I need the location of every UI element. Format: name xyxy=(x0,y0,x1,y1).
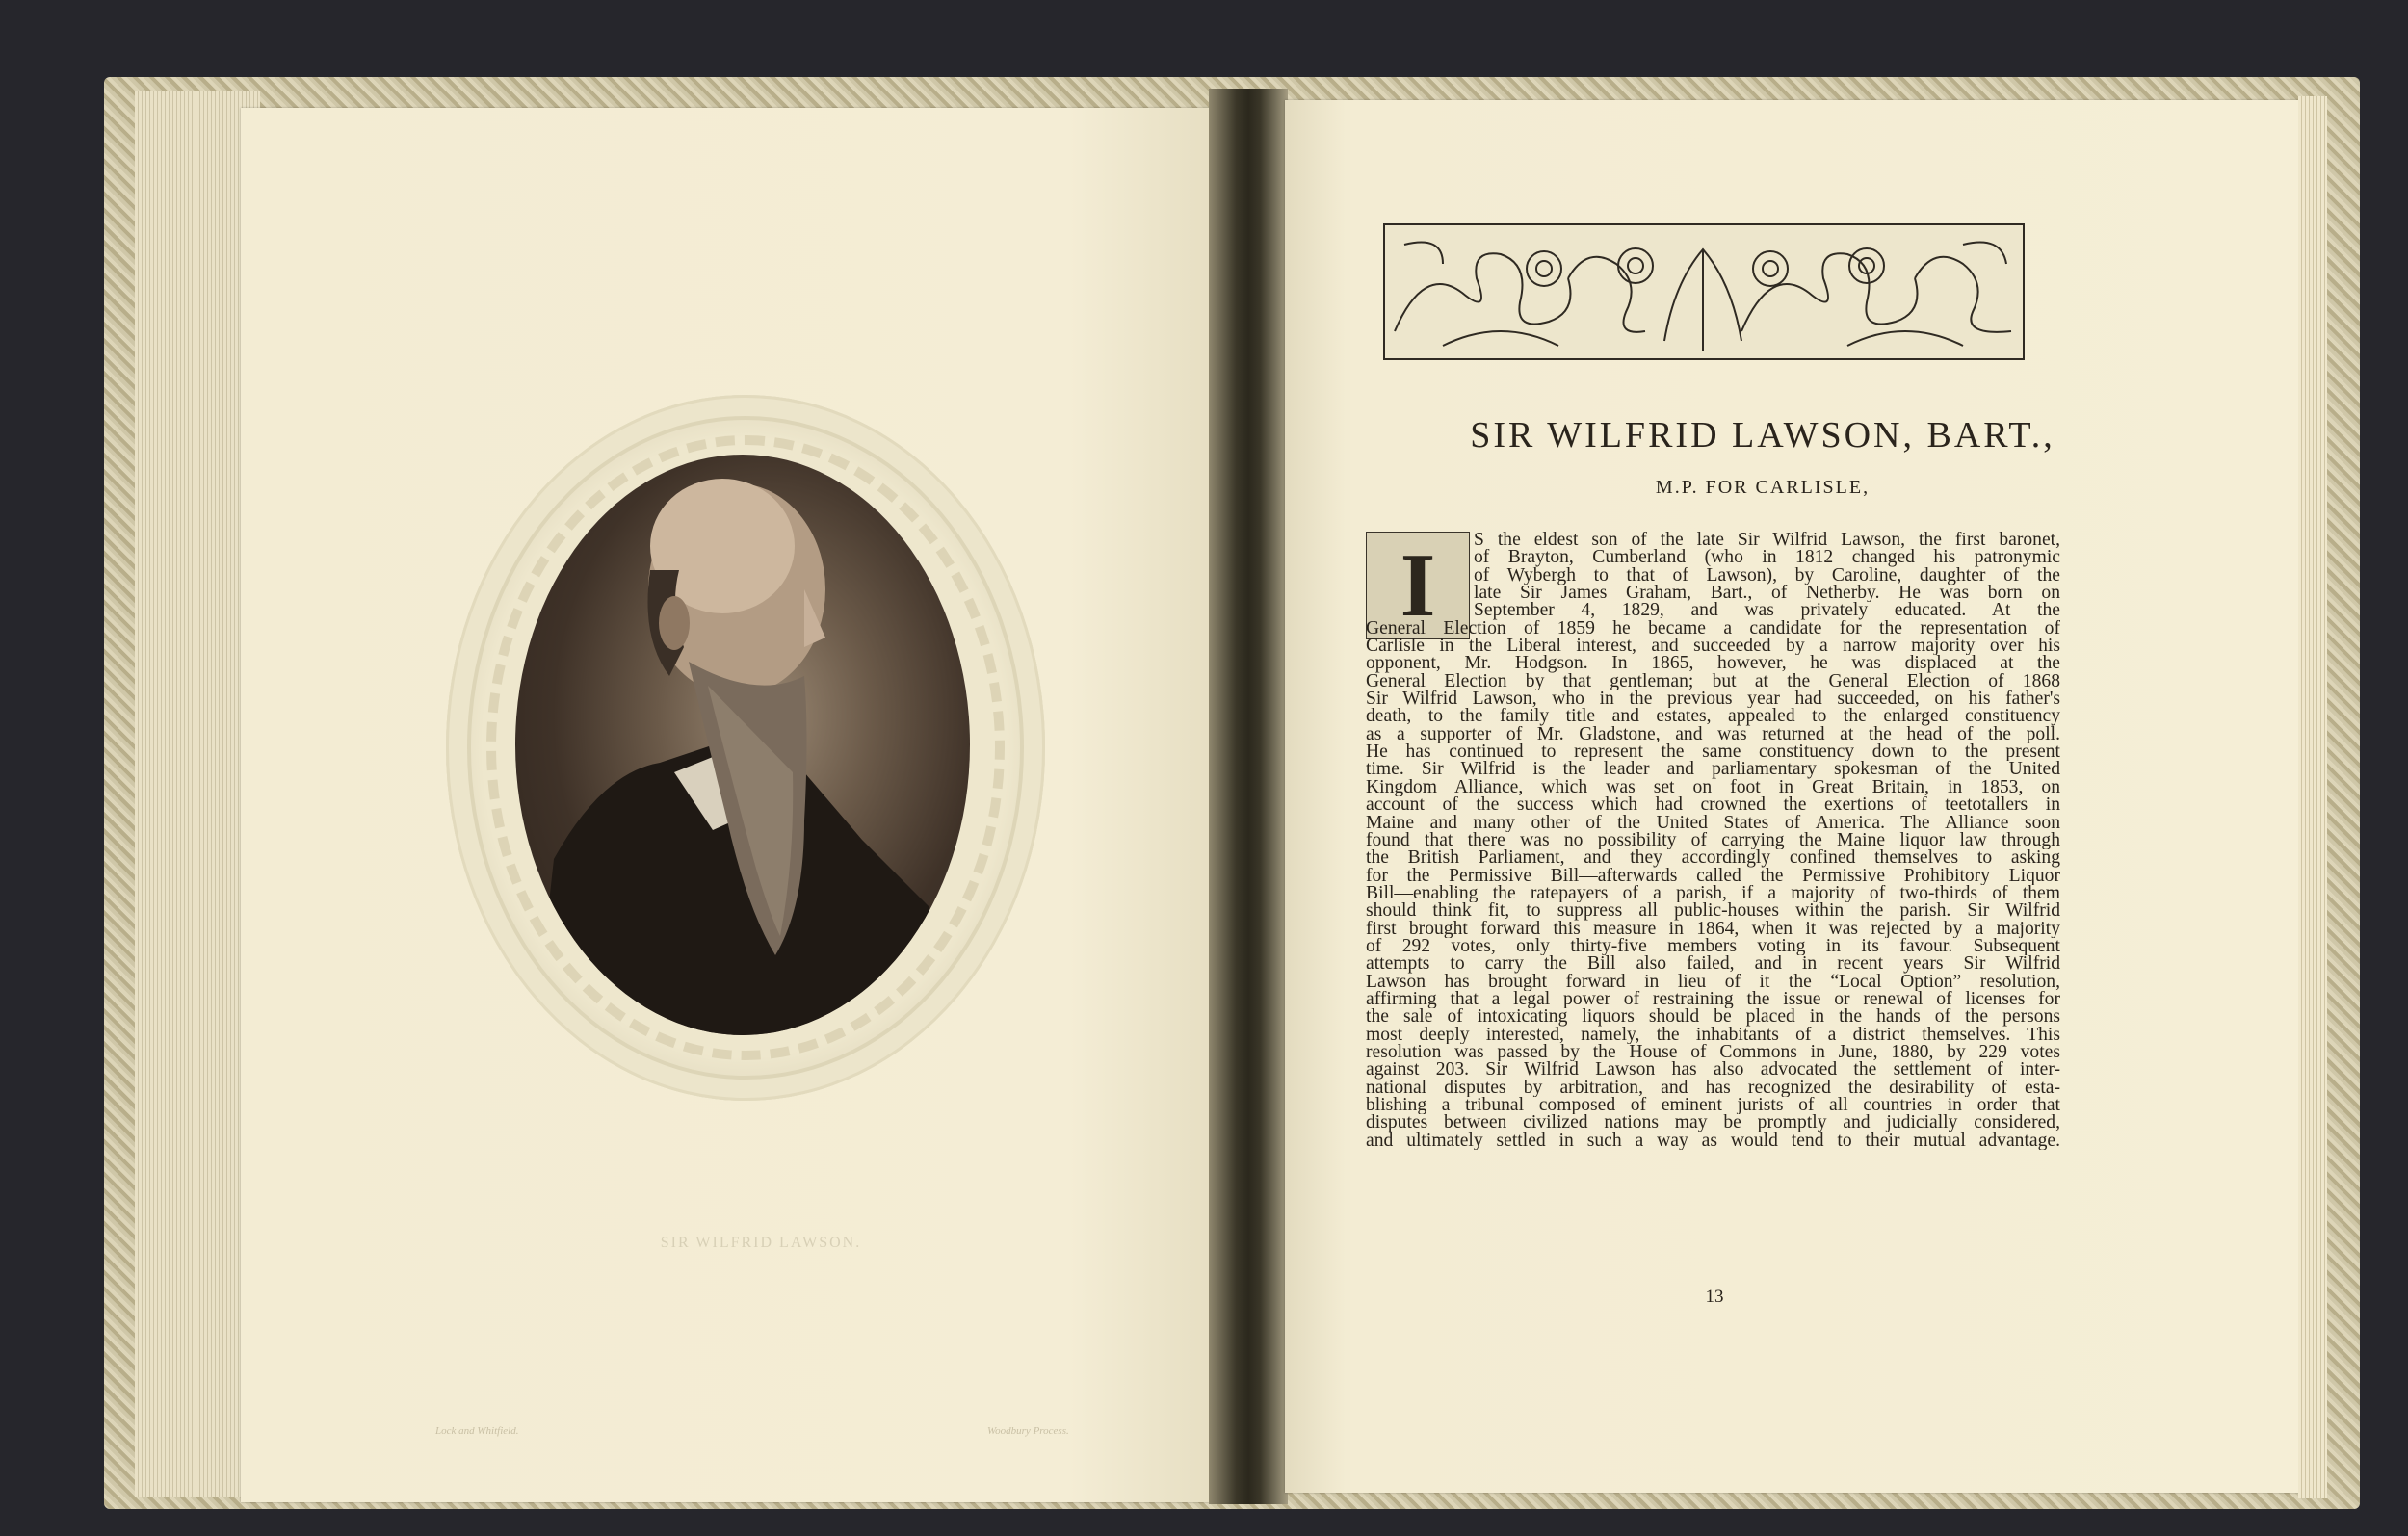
body-line: death, to the family title and estates, appealed to the enlarged constituency xyxy=(1366,708,2060,726)
body-line: for the Permissive Bill—afterwards called the Permissive Prohibitory Liquor xyxy=(1366,867,2060,885)
right-page-edges xyxy=(2298,96,2327,1498)
body-line: account of the success which had crowned the exertions of teetotallers in xyxy=(1366,796,2060,815)
photographer-credit: Lock and Whitfield. xyxy=(435,1425,519,1437)
portrait-caption: SIR WILFRID LAWSON. xyxy=(660,1235,862,1251)
page-number: 13 xyxy=(1705,1287,1724,1307)
body-line: the sale of intoxicating liquors should be placed in the hands of the persons xyxy=(1366,1008,2060,1027)
article-title: SIR WILFRID LAWSON, BART., xyxy=(1470,415,2055,456)
body-line: should think fit, to suppress all public-houses within the parish. Sir Wilfrid xyxy=(1366,902,2060,921)
body-line: found that there was no possibility of carrying the Maine liquor law through xyxy=(1366,831,2060,850)
body-line: He has continued to represent the same constituency down to the present xyxy=(1366,743,2060,762)
body-line: Bill—enabling the ratepayers of a parish, if a majority of two-thirds of them xyxy=(1366,884,2060,903)
body-line: time. Sir Wilfrid is the leader and parliamentary spokesman of the United xyxy=(1366,761,2060,779)
body-line: attempts to carry the Bill also failed, and in recent years Sir Wilfrid xyxy=(1366,955,2060,974)
body-line: of 292 votes, only thirty-five members voting in its favour. Subsequent xyxy=(1366,937,2060,956)
book-gutter xyxy=(1209,89,1288,1504)
article-body xyxy=(1366,532,2060,1150)
process-credit: Woodbury Process. xyxy=(987,1425,1069,1437)
body-line: Lawson has brought forward in lieu of it the “Local Option” resolution, xyxy=(1366,973,2060,991)
body-line: and ultimately settled in such a way as would tend to their mutual advantage. xyxy=(1366,1132,2060,1151)
body-line: as a supporter of Mr. Gladstone, and was returned at the head of the poll. xyxy=(1366,725,2060,744)
body-line: of Wybergh to that of Lawson), by Caroline, daughter of the xyxy=(1474,566,2060,586)
body-line: General Election of 1859 he became a candidate for the representation of xyxy=(1366,619,2060,638)
body-line: against 203. Sir Wilfrid Lawson has also advocated the settlement of inter- xyxy=(1366,1061,2060,1080)
body-line: affirming that a legal power of restraining the issue or renewal of licenses for xyxy=(1366,990,2060,1009)
body-line: national disputes by arbitration, and has recognized the desirability of esta- xyxy=(1366,1079,2060,1097)
body-line: September 4, 1829, and was privately educated. At the xyxy=(1474,602,2060,620)
body-line: first brought forward this measure in 1864, when it was rejected by a majority xyxy=(1366,920,2060,938)
ornamental-header-band xyxy=(1383,223,2025,360)
drop-cap-letter: I xyxy=(1400,535,1436,636)
body-line: opponent, Mr. Hodgson. In 1865, however, he was displaced at the xyxy=(1366,655,2060,673)
portrait-figure xyxy=(515,455,970,1035)
body-line: the British Parliament, and they accordingly confined themselves to asking xyxy=(1366,849,2060,868)
body-line: of Brayton, Cumberland (who in 1812 changed his patronymic xyxy=(1474,549,2060,567)
body-line: resolution was passed by the House of Commons in June, 1880, by 229 votes xyxy=(1366,1043,2060,1062)
article-subtitle: M.P. FOR CARLISLE, xyxy=(1655,477,1871,498)
portrait-photograph xyxy=(515,455,970,1035)
floral-scroll-ornament xyxy=(1385,225,2023,358)
body-line: Sir Wilfrid Lawson, who in the previous year had succeeded, on his father's xyxy=(1366,690,2060,709)
body-line: Maine and many other of the United States of America. The Alliance soon xyxy=(1366,814,2060,832)
body-line: Carlisle in the Liberal interest, and succeeded by a narrow majority over his xyxy=(1366,638,2060,656)
body-line: Kingdom Alliance, which was set on foot in Great Britain, in 1853, on xyxy=(1366,778,2060,797)
body-line: most deeply interested, namely, the inhabitants of a district themselves. This xyxy=(1366,1026,2060,1044)
body-line: late Sir James Graham, Bart., of Netherby. He was born on xyxy=(1474,585,2060,603)
body-line: blishing a tribunal composed of eminent jurists of all countries in order that xyxy=(1366,1097,2060,1115)
body-line: S the eldest son of the late Sir Wilfrid Lawson, the first baronet, xyxy=(1474,532,2060,550)
body-line: disputes between civilized nations may be promptly and judicially considered, xyxy=(1366,1114,2060,1132)
body-line: General Election by that gentleman; but at the General Election of 1868 xyxy=(1366,672,2060,691)
